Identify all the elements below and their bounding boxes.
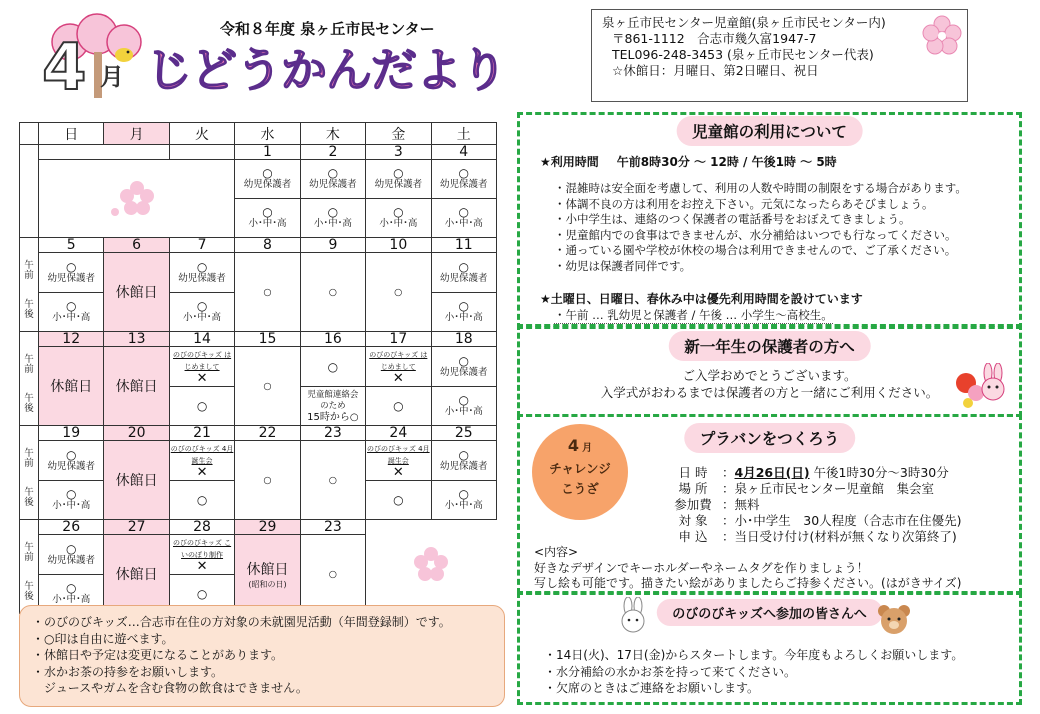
date-30: 23 — [300, 520, 365, 535]
weekday-thu: 木 — [300, 123, 365, 145]
date-22: 22 — [235, 426, 300, 441]
date-23: 23 — [300, 426, 365, 441]
kids-event: のびのびキッズ 4月誕生会 ✕ — [366, 441, 431, 481]
slot-pm: ○ 小･中･高 — [169, 293, 234, 332]
rule-line: ・小中学生は、連絡のつく保護者の電話番号をおぼえてきましょう。 — [554, 212, 911, 226]
weekday-tue: 火 — [169, 123, 234, 145]
plaban-content — [534, 545, 961, 592]
side-labels: 午前 午後 — [20, 332, 39, 426]
nobinobi-line: ・14日(火)、17日(金)からスタートします。今年度もよろしくお願いします。 — [544, 648, 964, 662]
side-labels: 午前 午後 — [20, 520, 39, 614]
date-9: 9 — [300, 238, 365, 253]
kids-event: のびのびキッズ 4月誕生会 ✕ — [169, 441, 234, 481]
slot-am: ○ — [300, 347, 365, 387]
notes-box — [19, 605, 505, 707]
rule-line: ・通っている園や学校が休校の場合は利用できませんので、ご了承ください。 — [554, 243, 957, 257]
bear-icon — [876, 603, 912, 635]
date-28: 28 — [169, 520, 234, 535]
slot-pm: ○ 小･中･高 — [39, 293, 104, 332]
closed-day: 休館日 — [104, 253, 169, 332]
free-play: ○ — [366, 253, 431, 332]
slot-pm: ○ 小･中･高 — [366, 199, 431, 238]
slot-am: ○ 幼児保護者 — [39, 441, 104, 481]
slot-am: ○ 幼児保護者 — [169, 253, 234, 293]
detail-row: 参加費 ：無料 — [674, 497, 760, 512]
meeting-note: 児童館連絡会 のため 15時から○ — [300, 387, 365, 426]
note-line: ・休館日や予定は変更になることがあります。 — [32, 648, 284, 662]
rule-line: ・幼児は保護者同伴です。 — [554, 258, 692, 273]
free-play: ○ — [235, 441, 300, 520]
note-line: ジュースやガムを含む食物の飲食はできません。 — [32, 681, 308, 695]
date-empty — [39, 145, 170, 160]
date-7: 7 — [169, 238, 234, 253]
slot-pm: ○ 小･中･高 — [431, 481, 496, 520]
slot-am: ○ 幼児保護者 — [39, 253, 104, 293]
slot-pm: ○ — [169, 575, 234, 614]
slot-am: ○ 幼児保護者 — [431, 441, 496, 481]
closed-days: ☆休館日：月曜日、第2日曜日、祝日 — [612, 63, 819, 78]
priority-notice: ★土曜日、日曜日、春休み中は優先利用時間を設けています — [540, 292, 863, 306]
date-24: 24 — [366, 426, 431, 441]
date-5: 5 — [39, 238, 104, 253]
note-line: ・水かお茶の持参をお願いします。 — [32, 664, 224, 679]
slot-pm: ○ 小･中･高 — [431, 387, 496, 426]
priority-detail: ・午前 … 乳幼児と保護者 / 午後 … 小学生～高校生。 — [554, 308, 833, 322]
weekday-fri: 金 — [366, 123, 431, 145]
content-line: 写し絵も可能です。描きたい絵がありましたらご持参ください。(はがきサイズ) — [534, 576, 962, 590]
nobinobi-panel — [517, 592, 1022, 705]
date-1: 1 — [235, 145, 300, 160]
date-6: 6 — [104, 238, 169, 253]
slot-am: ○ 幼児保護者 — [366, 160, 431, 199]
detail-row: 対 象 ：小･中学生 30人程度（合志市在住優先) — [678, 513, 962, 528]
calendar-corner — [20, 123, 39, 145]
april-calendar — [19, 122, 497, 614]
date-14: 14 — [169, 332, 234, 347]
blossom-cell — [39, 160, 235, 238]
date-27: 27 — [104, 520, 169, 535]
date-20: 20 — [104, 426, 169, 441]
kids-event: のびのびキッズ はじめまして ✕ — [366, 347, 431, 387]
flower-icon — [920, 14, 964, 58]
detail-row: 場 所 ：泉ヶ丘市民センター児童館 集会室 — [678, 481, 935, 496]
blossom-cell — [366, 520, 497, 614]
center-address: 〒861-1112 合志市幾久富1947-7 — [612, 31, 817, 46]
blossom-icon — [107, 172, 167, 222]
date-29: 29 — [235, 520, 300, 535]
slot-am: ○ 幼児保護者 — [235, 160, 300, 199]
bird-icon — [112, 44, 136, 64]
detail-row: 日 時 ：4月26日(日) 午後1時30分～3時30分 — [678, 465, 949, 480]
rule-line: ・体調不良の方は利用をお控え下さい。元気になったらあそびましょう。 — [554, 196, 934, 211]
detail-row: 申 込 ：当日受け付け(材料が無くなり次第終了) — [678, 529, 957, 544]
holiday-closed: 休館日 (昭和の日) — [235, 535, 300, 614]
nobinobi-line: ・欠席のときはご連絡をお願いします。 — [544, 681, 760, 695]
slot-pm: ○ 小･中･高 — [300, 199, 365, 238]
slot-am: ○ 幼児保護者 — [431, 160, 496, 199]
slot-am: ○ 幼児保護者 — [300, 160, 365, 199]
first-grade-message — [520, 367, 1019, 401]
newsletter-title: じどうかんだより — [146, 43, 506, 97]
first-grade-panel — [517, 324, 1022, 417]
slot-pm: ○ — [169, 481, 234, 520]
slot-pm: ○ — [366, 481, 431, 520]
closed-day: 休館日 — [104, 347, 169, 426]
free-play: ○ — [300, 253, 365, 332]
date-10: 10 — [366, 238, 431, 253]
content-line: 好きなデザインでキーホルダーやネームタグを作りましょう！ — [534, 560, 869, 575]
free-play: ○ — [235, 253, 300, 332]
date-18: 18 — [431, 332, 496, 347]
date-26: 26 — [39, 520, 104, 535]
date-empty — [169, 145, 234, 160]
slot-pm: ○ 小･中･高 — [431, 199, 496, 238]
date-21: 21 — [169, 426, 234, 441]
kids-event: のびのびキッズ こいのぼり制作 ✕ — [169, 535, 234, 575]
blossom-icon — [411, 545, 451, 585]
date-17: 17 — [366, 332, 431, 347]
month-number: 4 — [42, 31, 87, 105]
weekday-sun: 日 — [39, 123, 104, 145]
first-grade-line: ご入学おめでとうございます。 — [682, 368, 857, 383]
date-12: 12 — [39, 332, 104, 347]
date-3: 3 — [366, 145, 431, 160]
rabbit-bouquet-icon — [952, 363, 1008, 413]
usage-panel — [517, 112, 1022, 329]
date-16: 16 — [300, 332, 365, 347]
usage-rules — [554, 181, 967, 274]
slot-am: ○ 幼児保護者 — [39, 535, 104, 575]
slot-pm: ○ 小･中･高 — [235, 199, 300, 238]
date-2: 2 — [300, 145, 365, 160]
weekday-mon: 月 — [104, 123, 169, 145]
center-info-box — [591, 9, 968, 102]
nobinobi-line: ・水分補給の水かお茶を持って来てください。 — [544, 664, 797, 679]
slot-pm: ○ — [366, 387, 431, 426]
usage-hours: ★利用時間 午前8時30分 ～ 12時 / 午後1時 ～ 5時 — [540, 155, 837, 169]
nobinobi-notes — [544, 647, 963, 697]
closed-day: 休館日 — [39, 347, 104, 426]
free-play: ○ — [235, 347, 300, 426]
center-name: 泉ヶ丘市民センター児童館(泉ヶ丘市民センター内) — [602, 15, 886, 30]
weekday-wed: 水 — [235, 123, 300, 145]
date-25: 25 — [431, 426, 496, 441]
slot-pm: ○ — [169, 387, 234, 426]
date-4: 4 — [431, 145, 496, 160]
rule-line: ・混雑時は安全面を考慮して、利用の人数や時間の制限をする場合があります。 — [554, 181, 967, 195]
plaban-title: プラバンをつくろう — [684, 423, 856, 453]
year-center-line: 令和８年度 泉ヶ丘市民センター — [220, 20, 435, 38]
date-15: 15 — [235, 332, 300, 347]
first-grade-title: 新一年生の保護者の方へ — [668, 331, 871, 361]
date-13: 13 — [104, 332, 169, 347]
plaban-details — [664, 465, 962, 545]
free-play: ○ — [300, 535, 365, 614]
challenge-badge: 4 月 チャレンジ こうざ — [532, 424, 628, 520]
content-label: <内容> — [534, 545, 579, 559]
slot-am: ○ 幼児保護者 — [431, 347, 496, 387]
note-line: ・○印は自由に遊べます。 — [32, 631, 174, 646]
slot-am: ○ 幼児保護者 — [431, 253, 496, 293]
date-19: 19 — [39, 426, 104, 441]
first-grade-line: 入学式がおわるまでは保護者の方と一緒にご利用ください。 — [600, 385, 939, 400]
free-play: ○ — [300, 441, 365, 520]
month-kanji: 月 — [100, 63, 124, 91]
date-8: 8 — [235, 238, 300, 253]
kids-event: のびのびキッズ はじめまして ✕ — [169, 347, 234, 387]
weekday-sat: 土 — [431, 123, 496, 145]
side-labels: 午前 午後 — [20, 238, 39, 332]
slot-pm: ○ 小･中･高 — [431, 293, 496, 332]
nobinobi-title: のびのびキッズへ参加の皆さんへ — [656, 599, 882, 626]
note-line: ・のびのびキッズ…合志市在住の方対象の未就園児活動（年間登録制）です。 — [32, 615, 451, 629]
rabbit-icon — [616, 597, 650, 633]
date-11: 11 — [431, 238, 496, 253]
side-empty — [20, 145, 39, 238]
closed-day: 休館日 — [104, 441, 169, 520]
closed-day: 休館日 — [104, 535, 169, 614]
usage-title: 児童館の利用について — [676, 116, 863, 146]
center-phone: TEL096-248-3453 (泉ヶ丘市民センター代表) — [612, 47, 874, 62]
side-labels: 午前 午後 — [20, 426, 39, 520]
slot-pm: ○ 小･中･高 — [39, 575, 104, 614]
rule-line: ・児童館内での食事はできませんが、水分補給はいつでも行なってください。 — [554, 227, 957, 242]
slot-pm: ○ 小･中･高 — [39, 481, 104, 520]
